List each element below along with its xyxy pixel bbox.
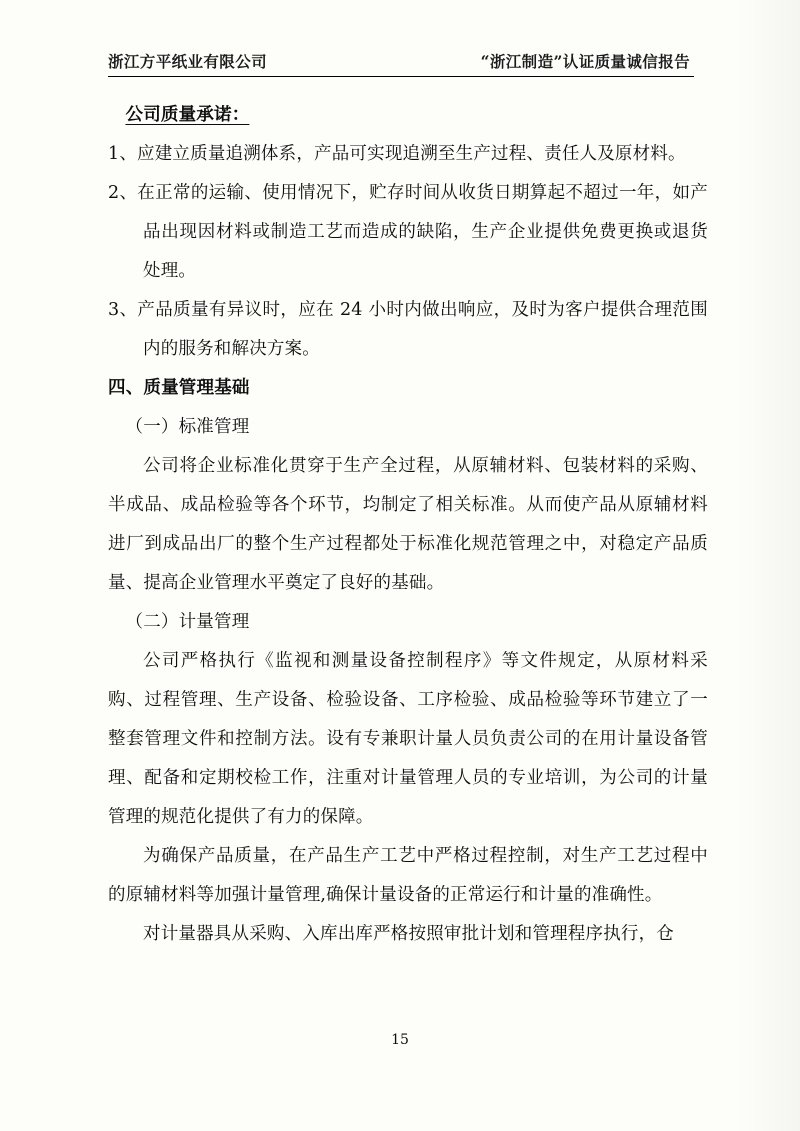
quality-promise-title-text: 公司质量承诺： bbox=[125, 105, 250, 125]
subsection-one-paragraph: 公司将企业标准化贯穿于生产全过程，从原辅材料、包装材料的采购、半成品、成品检验等各个环节，均制定了相关标准。从而使产品从原辅材料进厂到成品出厂的整个生产过程都处于标准化规范管理之中，对稳定产品质量、提高企业管理水平奠定了良好的基础。 bbox=[108, 456, 708, 593]
section-heading-four: 四、质量管理基础 bbox=[108, 378, 250, 398]
subsection-heading-one: （一）标准管理 bbox=[125, 417, 250, 437]
promise-item-2: 2、在正常的运输、使用情况下，贮存时间从收货日期算起不超过一年，如产品出现因材料或制造工艺而造成的缺陷，生产企业提供免费更换或退货处理。 bbox=[108, 183, 708, 281]
header-divider bbox=[108, 76, 694, 77]
subsection-heading-two: （二）计量管理 bbox=[125, 612, 250, 632]
promise-item-3: 3、产品质量有异议时，应在 24 小时内做出响应，及时为客户提供合理范围内的服务和解决方案。 bbox=[108, 300, 708, 359]
page-header bbox=[108, 50, 694, 80]
subsection-two-paragraph-2: 为确保产品质量，在产品生产工艺中严格过程控制，对生产工艺过程中的原辅材料等加强计量管理,确保计量设备的正常运行和计量的准确性。 bbox=[108, 846, 708, 905]
header-row bbox=[108, 50, 694, 72]
quality-promise-title bbox=[108, 96, 708, 135]
header-company-name: 浙江方平纸业有限公司 bbox=[108, 52, 268, 71]
promise-item-1: 1、应建立质量追溯体系，产品可实现追溯至生产过程、责任人及原材料。 bbox=[108, 144, 686, 164]
document-body bbox=[108, 96, 708, 954]
header-report-title: “浙江制造”认证质量诚信报告 bbox=[480, 52, 690, 71]
subsection-two-paragraph-3: 对计量器具从采购、入库出库严格按照审批计划和管理程序执行，仓 bbox=[143, 924, 674, 944]
page-number: 15 bbox=[391, 1032, 409, 1048]
subsection-two-paragraph-1: 公司严格执行《监视和测量设备控制程序》等文件规定，从原材料采购、过程管理、生产设备、检验设备、工序检验、成品检验等环节建立了一整套管理文件和控制方法。设有专兼职计量人员负责公司的在用计量设备管理、配备和定期校检工作，注重对计量管理人员的专业培训，为公司的计量管理的规范化提供了有力的保障。 bbox=[108, 651, 708, 827]
